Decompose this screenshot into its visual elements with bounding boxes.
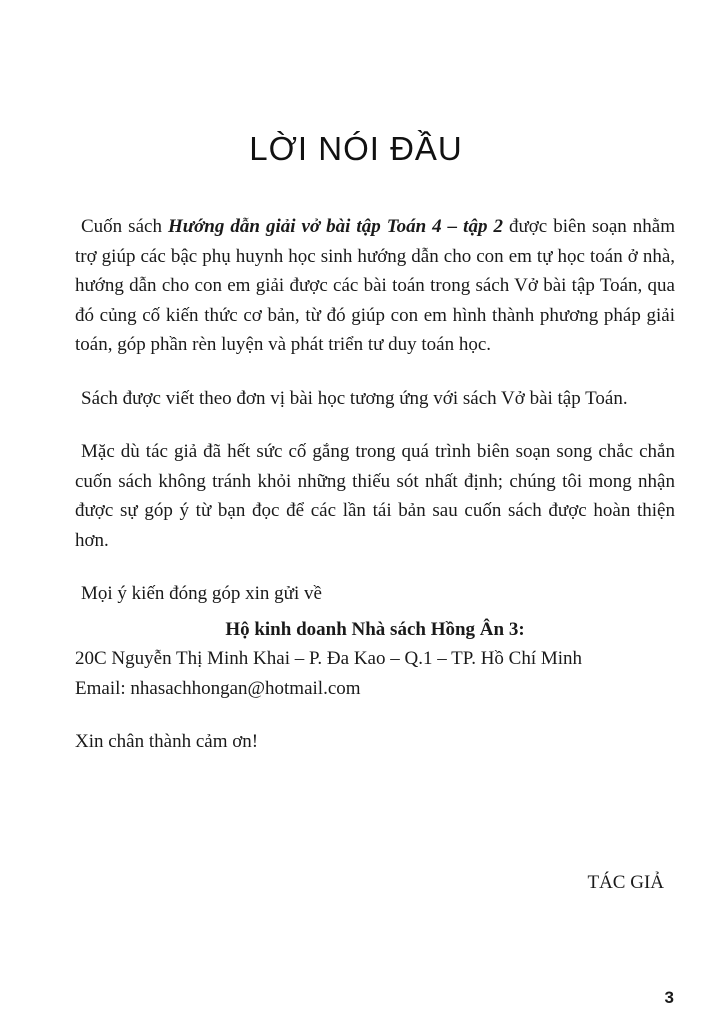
intro-suffix: được biên soạn nhằm trợ giúp các bậc phụ huynh học sinh hướng dẫn cho con em tự học toán ở nhà, hướng dẫn cho con em giải được các bài toán trong sách Vở bài tập Toán, qua đó củng cố kiến thức cơ bản, từ đó giúp con em hình thành phương pháp giải toán, góp phần rèn luyện và phát triển tư duy toán học. xyxy=(75,216,676,355)
thanks-line: Xin chân thành cảm ơn! xyxy=(75,731,259,752)
book-title: Hướng dẫn giải vở bài tập Toán 4 – tập 2 xyxy=(167,216,503,237)
preface-body xyxy=(75,212,675,757)
paragraph-apology: Mặc dù tác giả đã hết sức cố gắng trong quá trình biên soạn song chắc chắn cuốn sách không tránh khỏi những thiếu sót nhất định; chúng tôi mong nhận được sự góp ý từ bạn đọc để các lần tái bản sau cuốn sách được hoàn thiện hơn. xyxy=(75,441,675,551)
publisher-address: 20C Nguyễn Thị Minh Khai – P. Đa Kao – Q.1 – TP. Hồ Chí Minh xyxy=(75,648,583,669)
intro-prefix: Cuốn sách xyxy=(81,216,168,237)
paragraph-feedback: Mọi ý kiến đóng góp xin gửi về xyxy=(81,583,322,604)
publisher-email: Email: nhasachhongan@hotmail.com xyxy=(75,677,361,699)
author-signature: TÁC GIẢ xyxy=(587,872,664,893)
page-title: LỜI NÓI ĐẦU xyxy=(249,130,463,167)
publisher-name: Hộ kinh doanh Nhà sách Hồng Ân 3: xyxy=(225,618,525,640)
paragraph-structure: Sách được viết theo đơn vị bài học tương ứng với sách Vở bài tập Toán. xyxy=(81,387,628,409)
page-number: 3 xyxy=(664,988,674,1007)
paragraph-intro xyxy=(75,212,675,360)
